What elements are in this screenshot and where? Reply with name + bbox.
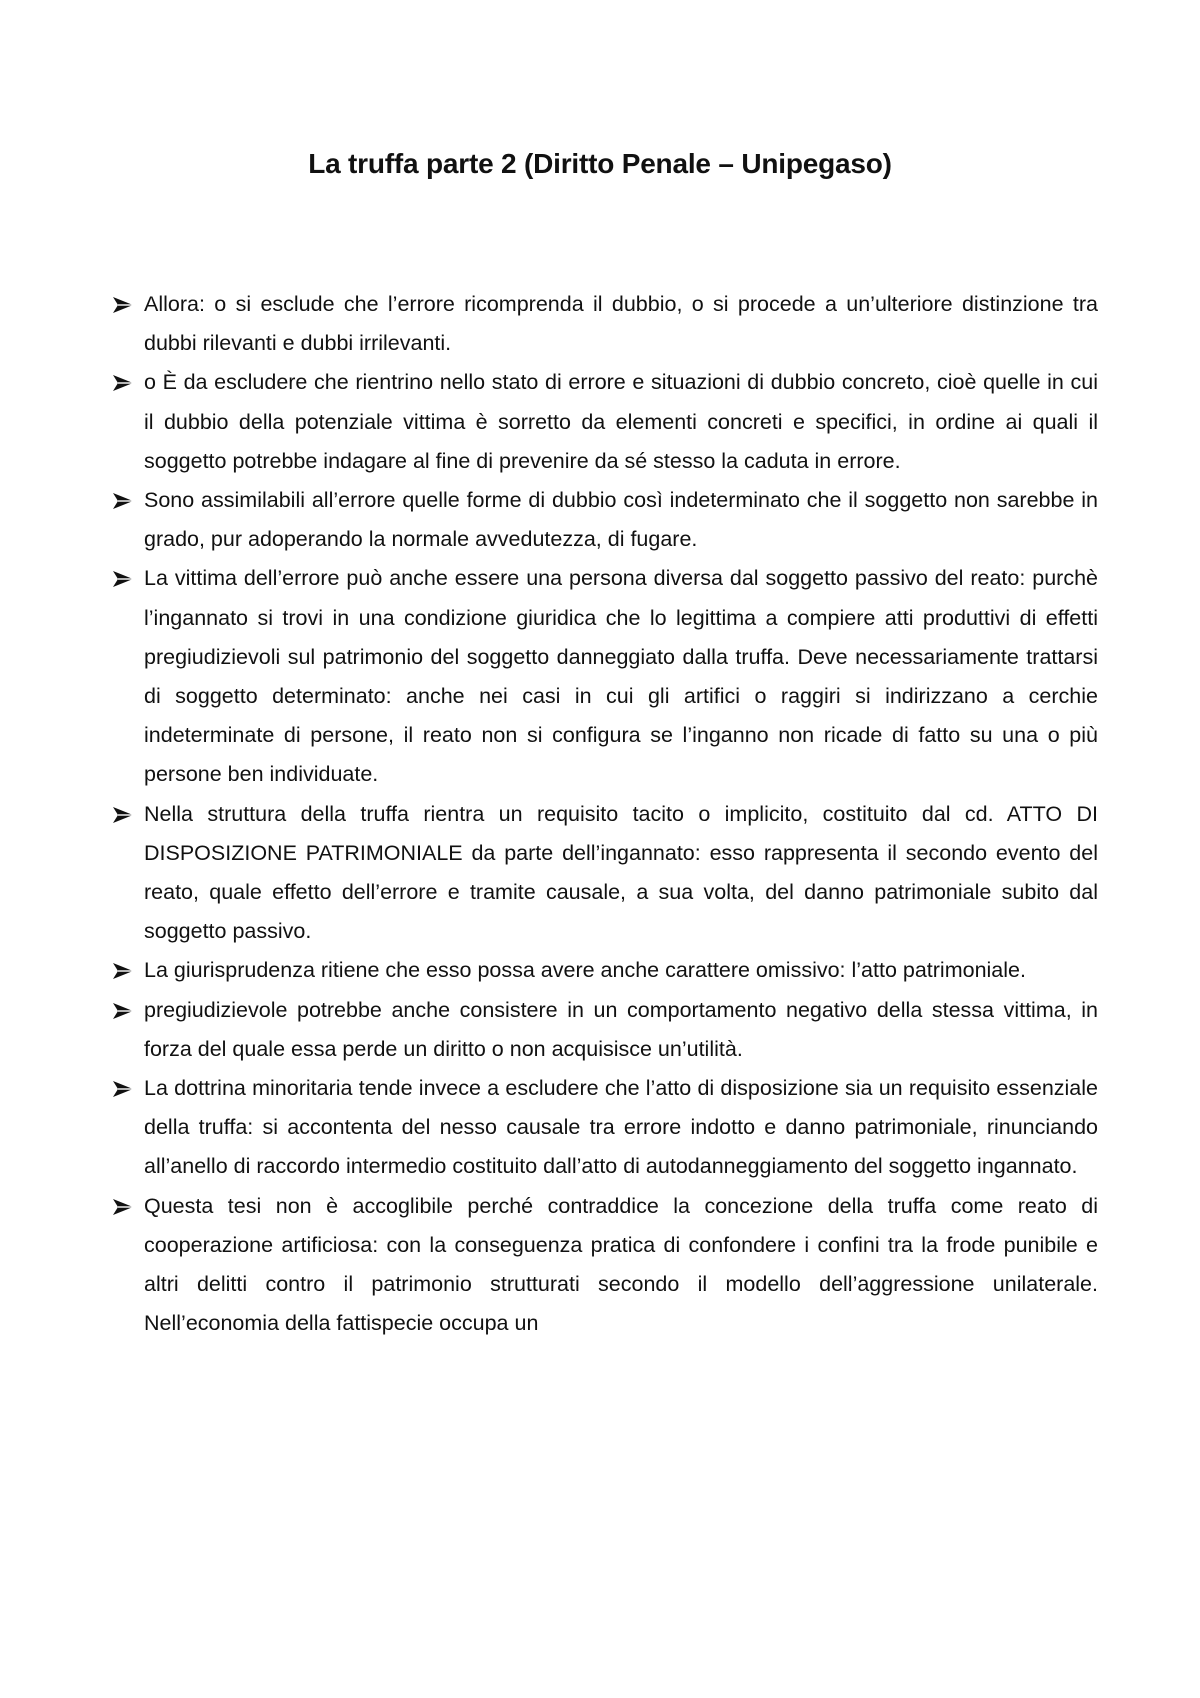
list-item-text: Sono assimilabili all’errore quelle forme di dubbio così indeterminato che il soggetto non sarebbe in grado, pur adoperando la normale avvedutezza, di fugare. — [144, 488, 1098, 552]
list-item-text: La vittima dell’errore può anche essere una persona diversa dal soggetto passivo del reato: purchè l’ingannato si trovi in una condizione giuridica che lo legittima a compiere atti produttivi di effetti pregiudizievoli sul patrimonio del soggetto danneggiato dalla truffa. Deve necessariamente trattarsi di soggetto determinato: anche nei casi in cui gli artifici o raggiri si indirizzano a cerchie indeterminate di persone, il reato non si configura se l’inganno non ricade di fatto su una o più persone ben individuate. — [144, 566, 1098, 787]
bullet-list — [112, 285, 1098, 1343]
list-item-text: Allora: o si esclude che l’errore ricomprenda il dubbio, o si procede a un’ulteriore distinzione tra dubbi rilevanti e dubbi irrilevanti. — [144, 292, 1098, 356]
arrowhead-bullet-icon — [112, 374, 134, 392]
list-item-text: pregiudizievole potrebbe anche consistere in un comportamento negativo della stessa vittima, in forza del quale essa perde un diritto o non acquisisce un’utilità. — [144, 997, 1098, 1061]
list-item — [112, 1069, 1098, 1187]
arrowhead-bullet-icon — [112, 806, 134, 824]
arrowhead-bullet-icon — [112, 570, 134, 588]
list-item — [112, 285, 1098, 363]
list-item-text: o È da escludere che rientrino nello stato di errore e situazioni di dubbio concreto, cioè quelle in cui il dubbio della potenziale vittima è sorretto da elementi concreti e specifici, in ordine ai quali il soggetto potrebbe indagare al fine di prevenire da sé stesso la caduta in errore. — [144, 370, 1098, 473]
list-item-text: La dottrina minoritaria tende invece a escludere che l’atto di disposizione sia un requisito essenziale della truffa: si accontenta del nesso causale tra errore indotto e danno patrimoniale, rinunciando all’anello di raccordo intermedio costituito dall’atto di autodanneggiamento del soggetto ingannato. — [144, 1076, 1098, 1179]
list-item — [112, 363, 1098, 481]
list-item — [112, 1187, 1098, 1344]
list-item — [112, 991, 1098, 1069]
arrowhead-bullet-icon — [112, 1002, 134, 1020]
list-item-text: La giurisprudenza ritiene che esso possa avere anche carattere omissivo: l’atto patrimoniale. — [144, 958, 1026, 983]
arrowhead-bullet-icon — [112, 1198, 134, 1216]
arrowhead-bullet-icon — [112, 296, 134, 314]
arrowhead-bullet-icon — [112, 492, 134, 510]
list-item — [112, 481, 1098, 559]
list-item-text: Questa tesi non è accoglibile perché contraddice la concezione della truffa come reato di cooperazione artificiosa: con la conseguenza pratica di confondere i confini tra la frode punibile e altri delitti contro il patrimonio strutturati secondo il modello dell’aggressione unilaterale. Nell’economia della fattispecie occupa un — [144, 1193, 1098, 1336]
document-title: La truffa parte 2 (Diritto Penale – Unipegaso) — [308, 148, 892, 179]
list-item — [112, 951, 1098, 990]
arrowhead-bullet-icon — [112, 1080, 134, 1098]
list-item-text: Nella struttura della truffa rientra un requisito tacito o implicito, costituito dal cd. ATTO DI DISPOSIZIONE PATRIMONIALE da parte dell’ingannato: esso rappresenta il secondo evento del reato, quale effetto dell’errore e tramite causale, a sua volta, del danno patrimoniale subito dal soggetto passivo. — [144, 801, 1098, 944]
arrowhead-bullet-icon — [112, 962, 134, 980]
list-item — [112, 559, 1098, 794]
list-item — [112, 795, 1098, 952]
